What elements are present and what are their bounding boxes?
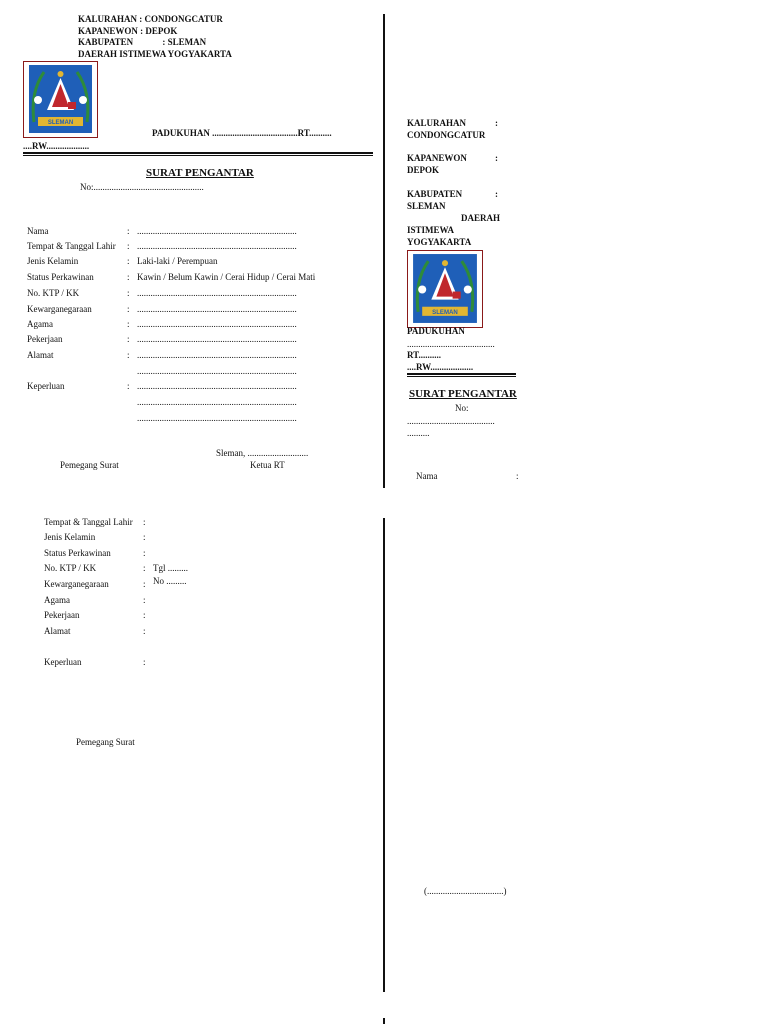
header-kalurahan: KALURAHAN : CONDONGCATUR xyxy=(78,14,223,24)
bottom-label-kewarganegaraan: Kewarganegaraan xyxy=(44,579,109,589)
sleman-logo xyxy=(23,61,98,138)
right-kabupaten-sep: : xyxy=(495,189,498,199)
field-sep: : xyxy=(127,304,130,314)
bottom-label-pekerjaan: Pekerjaan xyxy=(44,610,80,620)
right-kalurahan-sep: : xyxy=(495,118,498,128)
header-kapanewon: KAPANEWON : DEPOK xyxy=(78,26,178,36)
right-logo-label: SLEMAN xyxy=(432,308,458,316)
field-sep: : xyxy=(127,334,130,344)
right-kapanewon-sep: : xyxy=(495,153,498,163)
bottom-sep: : xyxy=(143,579,146,589)
bottom-sep: : xyxy=(143,563,146,573)
right-padukuhan: PADUKUHAN xyxy=(407,326,465,336)
bottom-sep: : xyxy=(143,626,146,636)
right-kabupaten-value: SLEMAN xyxy=(407,201,446,211)
field-value-keperluan[interactable]: ....................................................................... xyxy=(137,381,297,391)
bottom-label-ktp: No. KTP / KK xyxy=(44,563,97,573)
field-value-jenis-kelamin[interactable]: Laki-laki / Perempuan xyxy=(137,256,218,266)
field-label-agama: Agama xyxy=(27,319,53,329)
page-divider-bottom xyxy=(383,518,385,992)
field-value-nama[interactable]: ....................................................................... xyxy=(137,226,297,236)
right-doc-number-dots: ....................................... xyxy=(407,416,495,426)
header-daerah: DAERAH ISTIMEWA YOGYAKARTA xyxy=(78,49,232,59)
bottom-pemegang-surat: Pemegang Surat xyxy=(76,737,135,747)
right-doc-number: No: xyxy=(455,403,469,413)
right-padukuhan-dots: ....................................... xyxy=(407,339,495,349)
right-rw: ....RW................... xyxy=(407,362,474,372)
bottom-sep: : xyxy=(143,657,146,667)
field-sep: : xyxy=(127,381,130,391)
right-daerah-3: YOGYAKARTA xyxy=(407,237,472,247)
right-rt: RT.......... xyxy=(407,350,442,360)
doc-number: No:................................................. xyxy=(80,182,204,192)
right-kalurahan-value: CONDONGCATUR xyxy=(407,130,486,140)
bottom-label-alamat: Alamat xyxy=(44,626,71,636)
bottom-tgl[interactable]: Tgl ......... xyxy=(153,563,188,573)
field-label-ktp: No. KTP / KK xyxy=(27,288,80,298)
field-label-nama: Nama xyxy=(27,226,49,236)
bottom-sep: : xyxy=(143,532,146,542)
field-label-alamat: Alamat xyxy=(27,350,54,360)
right-header-rule xyxy=(407,373,516,377)
bottom-label-ttl: Tempat & Tanggal Lahir xyxy=(44,517,133,527)
right-kalurahan-label: KALURAHAN xyxy=(407,118,467,128)
padukuhan-line: PADUKUHAN ......................................RT.......... xyxy=(152,128,332,138)
bottom-sep: : xyxy=(143,595,146,605)
field-sep: : xyxy=(127,272,130,282)
bottom-sep: : xyxy=(143,517,146,527)
field-sep: : xyxy=(127,350,130,360)
right-daerah-1: DAERAH xyxy=(461,213,501,223)
sleman-emblem-icon xyxy=(24,62,97,137)
field-label-ttl: Tempat & Tanggal Lahir xyxy=(27,241,116,251)
field-label-status: Status Perkawinan xyxy=(27,272,94,282)
bottom-label-agama: Agama xyxy=(44,595,70,605)
field-label-kewarganegaraan: Kewarganegaraan xyxy=(27,304,92,314)
field-value-ktp[interactable]: ....................................................................... xyxy=(137,288,297,298)
field-label-pekerjaan: Pekerjaan xyxy=(27,334,63,344)
field-sep: : xyxy=(127,241,130,251)
bottom-label-jenis-kelamin: Jenis Kelamin xyxy=(44,532,96,542)
right-doc-title: SURAT PENGANTAR xyxy=(409,388,517,400)
sleman-logo-right xyxy=(407,250,483,328)
field-value-agama[interactable]: ....................................................................... xyxy=(137,319,297,329)
bottom-no[interactable]: No ......... xyxy=(153,576,187,586)
header-rule xyxy=(23,152,373,156)
field-value-status[interactable]: Kawin / Belum Kawin / Cerai Hidup / Cerai Mati xyxy=(137,272,316,282)
field-sep: : xyxy=(127,288,130,298)
bottom-sep: : xyxy=(143,548,146,558)
right-kabupaten-label: KABUPATEN xyxy=(407,189,463,199)
header-kabupaten: KABUPATEN : SLEMAN xyxy=(78,37,207,47)
field-label-jenis-kelamin: Jenis Kelamin xyxy=(27,256,79,266)
right-kapanewon-label: KAPANEWON xyxy=(407,153,467,163)
rw-line: ....RW................... xyxy=(23,141,90,151)
signature-line: (..................................) xyxy=(424,886,507,896)
field-value-alamat[interactable]: ....................................................................... xyxy=(137,350,297,360)
field-value-keperluan-3[interactable]: ....................................................................... xyxy=(137,413,297,423)
ketua-rt-label: Ketua RT xyxy=(250,460,285,470)
field-sep: : xyxy=(127,319,130,329)
bottom-label-status: Status Perkawinan xyxy=(44,548,111,558)
right-field-sep: : xyxy=(516,471,519,481)
right-field-label-nama: Nama xyxy=(416,471,438,481)
doc-title: SURAT PENGANTAR xyxy=(146,167,254,179)
place-date: Sleman, ........................... xyxy=(216,448,309,458)
field-value-ttl[interactable]: ....................................................................... xyxy=(137,241,297,251)
left-logo-label: SLEMAN xyxy=(47,120,74,126)
field-value-kewarganegaraan[interactable]: ....................................................................... xyxy=(137,304,297,314)
bottom-label-keperluan: Keperluan xyxy=(44,657,82,667)
field-label-keperluan: Keperluan xyxy=(27,381,65,391)
field-sep: : xyxy=(127,226,130,236)
right-daerah-2: ISTIMEWA xyxy=(407,225,455,235)
page-divider-top xyxy=(383,14,385,488)
right-doc-number-dots-2: .......... xyxy=(407,428,430,438)
right-kapanewon-value: DEPOK xyxy=(407,165,440,175)
field-sep: : xyxy=(127,256,130,266)
pemegang-surat-label: Pemegang Surat xyxy=(60,460,119,470)
page-divider-stub xyxy=(383,1018,385,1024)
sleman-emblem-icon xyxy=(408,251,482,327)
field-value-pekerjaan[interactable]: ....................................................................... xyxy=(137,334,297,344)
bottom-sep: : xyxy=(143,610,146,620)
field-value-alamat-2[interactable]: ....................................................................... xyxy=(137,366,297,376)
field-value-keperluan-2[interactable]: ....................................................................... xyxy=(137,397,297,407)
